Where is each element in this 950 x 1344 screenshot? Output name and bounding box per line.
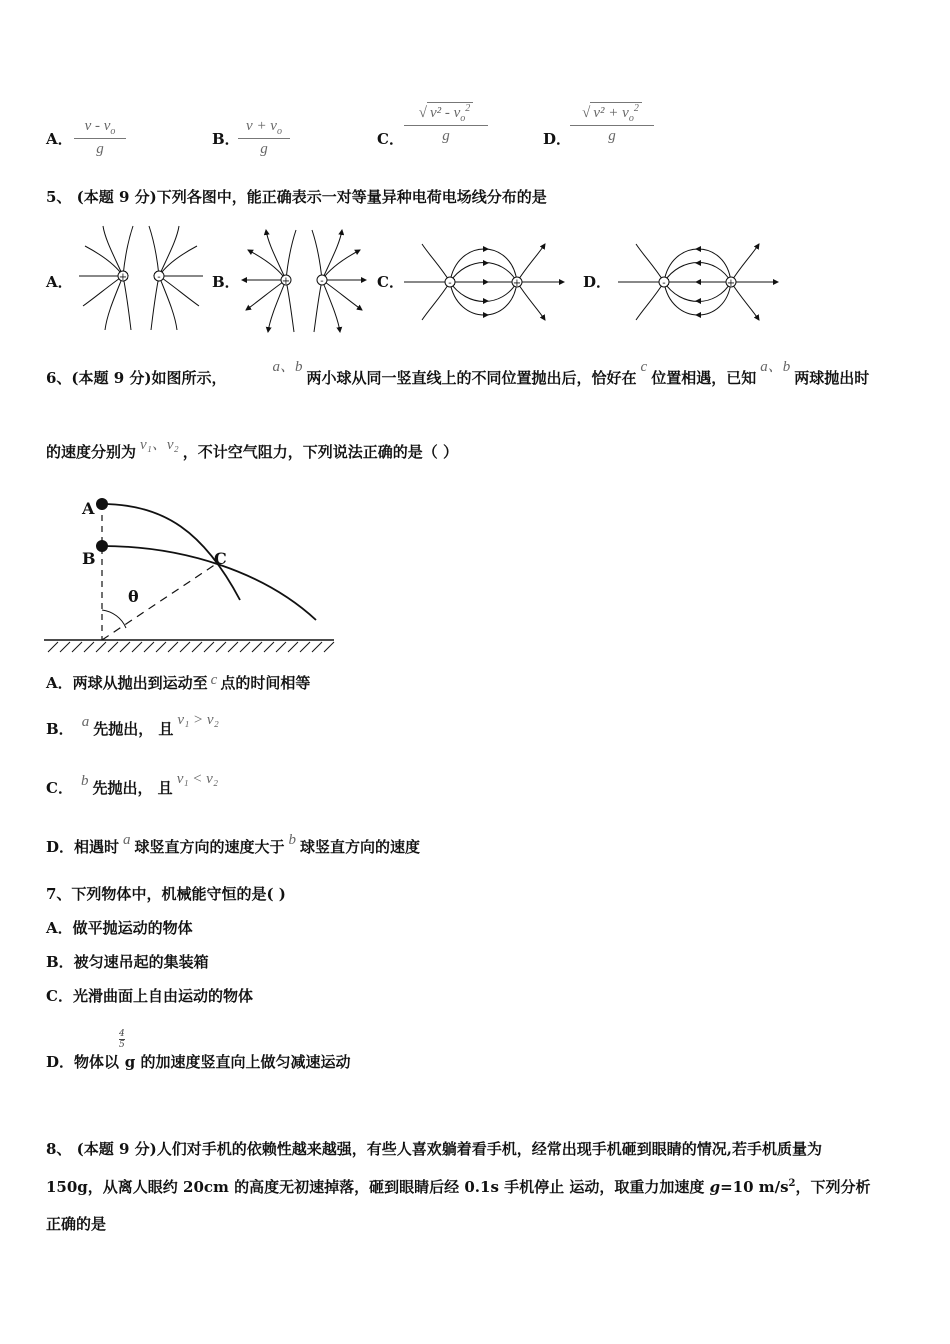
q4-option-c-label: C． — [377, 130, 404, 148]
svg-text:-: - — [448, 278, 452, 289]
q6-stem-line2: 的速度分别为 v₁、v₂ ，不计空气阻力，下列说法正确的是（ ） — [46, 437, 458, 461]
q5-option-c-label: C． — [377, 273, 404, 291]
q7-option-b: B．被匀速吊起的集装箱 — [46, 953, 209, 971]
q4-option-d-label: D． — [543, 130, 572, 148]
q8-line1: 8、 (本题 9 分)人们对手机的依赖性越来越强，有些人喜欢躺着看手机，经常出现手机砸到眼睛的情况,若手机质量为 — [46, 1140, 822, 1158]
q6-figure — [44, 492, 339, 660]
svg-text:A: A — [82, 499, 95, 518]
q4-option-d-fraction: √ $v^2 + v_o^2$ g — [570, 102, 654, 145]
q8-line3: 正确的是 — [46, 1215, 107, 1233]
q5-diagram-c — [402, 236, 567, 332]
svg-text:C: C — [214, 549, 227, 568]
svg-text:+: + — [281, 276, 291, 287]
q4-option-b-label: B． — [212, 130, 240, 148]
q4-option-c-fraction: √ $v^2 - v_o^2$ g — [404, 102, 488, 145]
q4-option-a-label: A． — [46, 130, 73, 148]
q6-option-a: A．两球从抛出到运动至 c 点的时间相等 — [46, 672, 311, 692]
q7-stem: 7、下列物体中，机械能守恒的是( ) — [46, 885, 286, 903]
q6-option-d: D．相遇时 a 球竖直方向的速度大于 b 球竖直方向的速度 — [46, 832, 421, 856]
q7-option-d: D．物体以 $\frac{4}{5}$ g 的加速度竖直向上做匀减速运动 — [46, 1029, 351, 1071]
q8-line2: 150g，从离人眼约 20cm 的高度无初速掉落，砸到眼睛后经 0.1s 手机停止 运动，取重力加速度 g=10 $m/s^2$，下列分析 — [46, 1178, 871, 1196]
q6-stem-line1: 6、(本题 9 分)如图所示，a、b两小球从同一竖直线上的不同位置抛出后，恰好在c位置相遇，已知a、b两球抛出时 — [46, 359, 870, 387]
q4-option-b-fraction: $v + v_o$ g — [238, 118, 290, 158]
svg-text:-: - — [157, 272, 161, 283]
q6-option-b: B． a 先抛出， 且 v₁ > v₂ — [46, 712, 219, 738]
q5-option-a-label: A． — [46, 273, 73, 291]
q5-option-b-label: B． — [212, 273, 240, 291]
svg-text:+: + — [726, 278, 736, 289]
q7-option-c: C．光滑曲面上自由运动的物体 — [46, 987, 253, 1005]
q5-diagram-a — [75, 224, 207, 334]
svg-text:+: + — [512, 278, 522, 289]
q5-diagram-b — [238, 228, 370, 336]
q5-diagram-d — [616, 236, 781, 332]
q4-option-a-fraction: v - $v_o$ g — [74, 118, 126, 158]
svg-text:θ: θ — [128, 587, 139, 606]
svg-text:+: + — [118, 272, 128, 283]
q5-stem: 5、 (本题 9 分)下列各图中，能正确表示一对等量异种电荷电场线分布的是 — [46, 188, 547, 206]
svg-text:B: B — [82, 549, 96, 568]
q5-option-d-label: D． — [583, 273, 612, 291]
svg-text:-: - — [320, 276, 324, 287]
q7-option-a: A．做平抛运动的物体 — [46, 919, 193, 937]
q6-option-c: C． b 先抛出， 且 v₁ < v₂ — [46, 771, 219, 797]
svg-text:-: - — [662, 278, 666, 289]
